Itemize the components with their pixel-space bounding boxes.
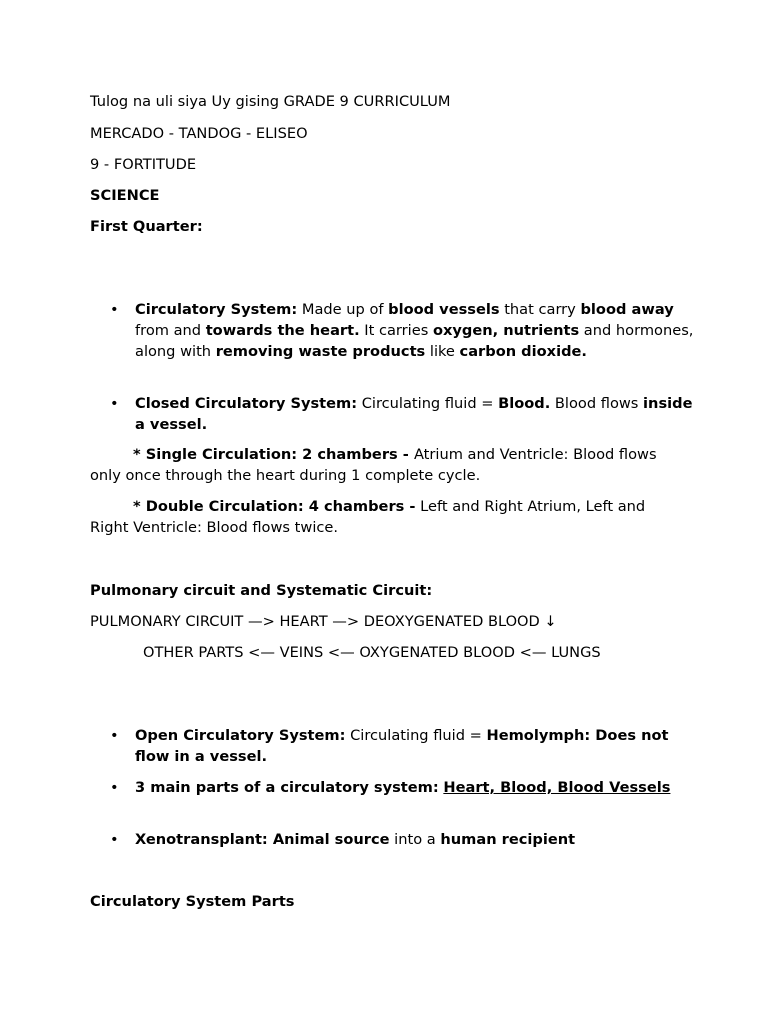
bullet: • [110,779,119,796]
list-item-xenotransplant: • Xenotransplant: Animal source into a human recipient [110,831,576,848]
bullet: • [110,831,119,848]
list-item-open-system: • Open Circulatory System: Circulating fluid = Hemolymph: Does not flow in a vessel. [110,727,669,765]
quarter-heading: First Quarter: [90,218,203,235]
bullet: • [110,727,119,744]
bullet: • [110,395,119,412]
subject-heading: SCIENCE [90,187,160,204]
single-circulation-paragraph: * Single Circulation: 2 chambers - Atrium and Ventricle: Blood flows only once through the heart during 1 complete cycle. [90,446,657,484]
parts-heading: Circulatory System Parts [90,893,295,910]
list-item-circulatory-system: • Circulatory System: Made up of blood vessels that carry blood away from and towards the heart. It carries oxygen, nutrients and hormones, along with removing waste products like carbon dioxide. [110,301,694,360]
title-line: Tulog na uli siya Uy gising GRADE 9 CURRICULUM [90,93,451,110]
pulmonary-heading: Pulmonary circuit and Systematic Circuit: [90,582,433,599]
pulmonary-flow-line-1: PULMONARY CIRCUIT —> HEART —> DEOXYGENATED BLOOD ↓ [90,613,557,630]
bullet: • [110,301,119,318]
double-circulation-paragraph: * Double Circulation: 4 chambers - Left and Right Atrium, Left and Right Ventricle: Blood flows twice. [90,498,646,536]
pulmonary-flow-line-2: OTHER PARTS <— VEINS <— OXYGENATED BLOOD <— LUNGS [143,644,601,661]
list-item-closed-system: • Closed Circulatory System: Circulating fluid = Blood. Blood flows inside a vessel. [110,395,693,433]
section-line: 9 - FORTITUDE [90,156,197,173]
list-item-main-parts: • 3 main parts of a circulatory system: Heart, Blood, Blood Vessels [110,779,671,796]
authors-line: MERCADO - TANDOG - ELISEO [90,125,308,142]
